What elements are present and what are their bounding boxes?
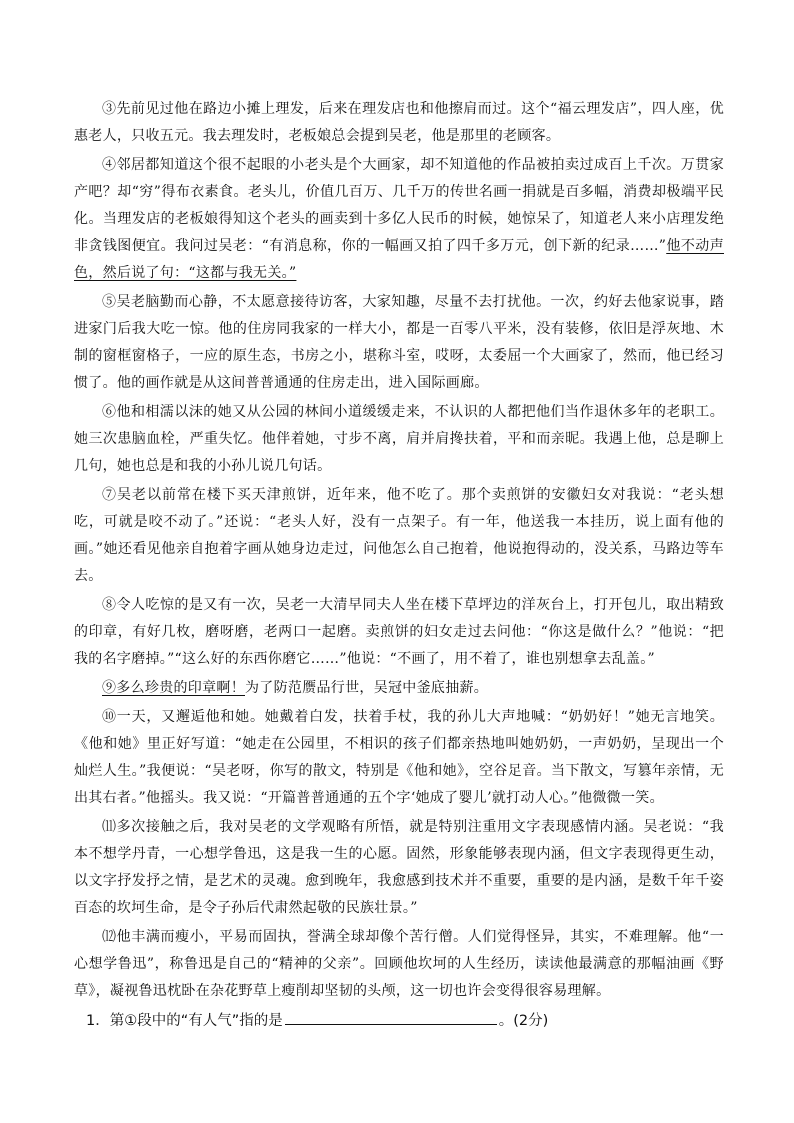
answer-blank[interactable] — [285, 1008, 497, 1025]
paragraph-12: ⑿他丰满而瘦小，平易而固执，誉满全球却像个苦行僧。人们觉得怪异，其实，不难理解。他“一心想学鲁迅”，称鲁迅是自己的“精神的父亲”。回顾他坎坷的人生经历，读读他最满意的那幅油画《野草》，凝视鲁迅枕卧在杂花野草上瘦削却坚韧的头颅，这一切也许会变得很容易理解。 — [74, 929, 724, 999]
paragraph-8: ⑧令人吃惊的是又有一次，吴老一大清早同夫人坐在楼下草坪边的洋灰台上，打开包儿，取出精致的印章，有好几枚，磨呀磨，老两口一起磨。卖煎饼的妇女走过去问他：“你这是做什么？”他说：“把我的名字磨掉。”“这么好的东西你磨它……”他说：“不画了，用不着了，谁也别想拿去乱盖。” — [74, 597, 724, 667]
paragraph-10: ⑩一天，又邂逅他和她。她戴着白发，扶着手杖，我的孙儿大声地喊：“奶奶好！”她无言地笑。《他和她》里正好写道：“她走在公园里，不相识的孩子们都亲热地叫她奶奶，一声奶奶，呈现出一个灿烂人生。”我便说：“吴老呀，你写的散文，特别是《他和她》，空谷足音。当下散文，写篡年亲情，无出其右者。”他摇头。我又说：“开篇普普通通的五个字‘她成了婴儿’就打动人心。”他微微一笑。 — [74, 709, 724, 806]
underlined-sentence-4: 他不动声色，然后说了句：“这都与我无关。” — [74, 238, 724, 281]
paragraph-9-text: 为了防范赝品行世，吴冠中釜底抽薪。 — [245, 680, 489, 696]
paragraph-3: ③先前见过他在路边小摊上理发，后来在理发店也和他擦肩而过。这个“福云理发店”，四人座，优惠老人，只收五元。我去理发时，老板娘总会提到吴老，他是那里的老顾客。 — [74, 101, 724, 144]
paragraph-11: ⑾多次接触之后，我对吴老的文学观略有所悟，就是特别注重用文字表现感情内涵。吴老说：“我本不想学丹青，一心想学鲁迅，这是我一生的心愿。固然，形象能够表现内涵，但文字表现得更生动，以文字抒发抒之情，是艺术的灵魂。愈到晚年，我愈感到技术并不重要，重要的是内涵，是数千年千姿百态的坎坷生命，是令子孙后代肃然起敬的民族壮景。” — [74, 819, 724, 916]
paragraph-6: ⑥他和相濡以沫的她又从公园的林间小道缓缓走来，不认识的人都把他们当作退休多年的老职工。她三次患脑血栓，严重失忆。他伴着她，寸步不离，肩并肩搀扶着，平和而亲昵。我遇上他，总是聊上几句，她也总是和我的小孙儿说几句话。 — [74, 404, 724, 474]
paragraph-9 — [74, 675, 724, 704]
question-1-points: 。(2分) — [498, 1013, 549, 1029]
paragraph-5: ⑤吴老脑勤而心静，不太愿意接待访客，大家知趣，尽量不去打扰他。一次，约好去他家说事，踏进家门后我大吃一惊。他的住房同我家的一样大小，都是一百零八平米，没有装修，依旧是浮灰地、木制的窗框窗格子，一应的原生态，书房之小，堪称斗室，哎呀，太委屈一个大画家了，然而，他已经习惯了。他的画作就是从这间普普通通的住房走出，进入国际画廊。 — [74, 294, 724, 391]
paragraph-7: ⑦吴老以前常在楼下买天津煎饼，近年来，他不吃了。那个卖煎饼的安徽妇女对我说：“老头想吃，可就是咬不动了。”还说：“老头人好，没有一点架子。有一年，他送我一本挂历，说上面有他的画。”她还看见他亲自抱着字画从她身边走过，问他怎么自己抱着，他说抱得动的，没关系，马路边等车去。 — [74, 487, 724, 584]
reading-passage — [74, 96, 724, 1007]
underlined-sentence-9: ⑨多么珍贵的印章啊！ — [102, 680, 245, 696]
question-1-prompt: 1．第①段中的“有人气”指的是 — [86, 1013, 283, 1029]
question-1 — [86, 1008, 706, 1033]
paragraph-4-text: ④邻居都知道这个很不起眼的小老头是个大画家，却不知道他的作品被拍卖过成百上千次。万贯家产吧？却“穷”得布衣素食。老头儿，价值几百万、几千万的传世名画一捐就是百多幅，消费却极端平民化。当理发店的老板娘得知这个老头的画卖到十多亿人民币的时候，她惊呆了，知道老人来小店理发绝非贪钱图便宜。我问过吴老：“有消息称，你的一幅画又拍了四千多万元，创下新的纪录……” — [74, 157, 724, 254]
paragraph-4 — [74, 152, 724, 289]
